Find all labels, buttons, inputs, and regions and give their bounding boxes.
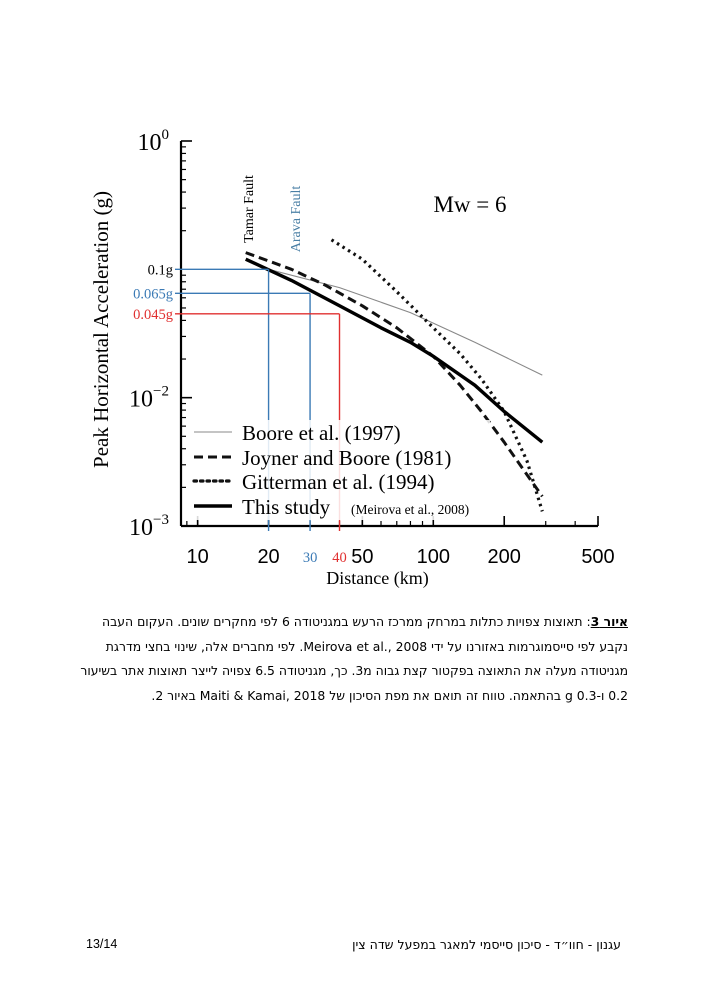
y-tick-label: $10^{-2}$ [129,383,169,413]
legend-label: Gitterman et al. (1994) [242,470,435,494]
caption-text: : תאוצות צפויות כתלות במרחק ממרכז הרעש במגניטודה 6 לפי מחקרים שונים. העקום העבה נקבע לפי סייסמוגרמות באזורנו על ידי Meirova et al., 2008. לפי מחברים אלה, שינוי בחצי מדרגת מגניטודה מעלה את התאוצה בפקטור קצת גבוה מ3. כך, מגניטודה 6.5 צפויה לייצר תאוצות אתר בשיעור 0.2 ו-0.3 g בהתאמה. טווח זה תואם את מפת הסיכון של Maiti & Kamai, 2018 באיור 2. [80,614,628,703]
magnitude-annotation: Mw = 6 [433,192,507,217]
x-axis-title: Distance (km) [326,568,429,588]
x-tick-label: 100 [416,546,450,568]
page-number: 13/14 [86,937,118,951]
plot-area [89,127,615,589]
y-tick-label: $10^{-3}$ [129,512,169,541]
y-tick-label: $10^0$ [137,127,169,156]
reference-distance-label: 40 [332,550,347,566]
reference-pga-label: 0.065g [133,286,173,303]
footer-title: עגנון - חוו״ד - סיכון סייסמי למאגר במפעל שדה צין [352,937,621,952]
x-tick-label: 200 [487,546,521,568]
arava-fault-label: Arava Fault [289,185,304,253]
series-line-thick [246,259,543,442]
reference-distance-label: 30 [302,550,318,566]
legend-label: This study [242,495,331,519]
tamar-fault-label: Tamar Fault [242,175,257,243]
x-tick-label: 20 [257,546,280,568]
x-tick-label: 500 [581,546,615,568]
caption-label: איור 3 [590,614,628,629]
x-tick-label: 50 [351,546,374,568]
reference-pga-label: 0.1g [147,262,173,279]
figure-caption [80,610,628,708]
legend [190,420,490,520]
legend-note: (Meirova et al., 2008) [351,502,470,517]
y-axis-title: Peak Horizontal Acceleration (g) [89,191,113,468]
legend-label: Boore et al. (1997) [242,421,401,445]
x-tick-label: 10 [186,546,209,568]
legend-label: Joyner and Boore (1981) [242,446,452,470]
reference-pga-label: 0.045g [133,306,173,323]
